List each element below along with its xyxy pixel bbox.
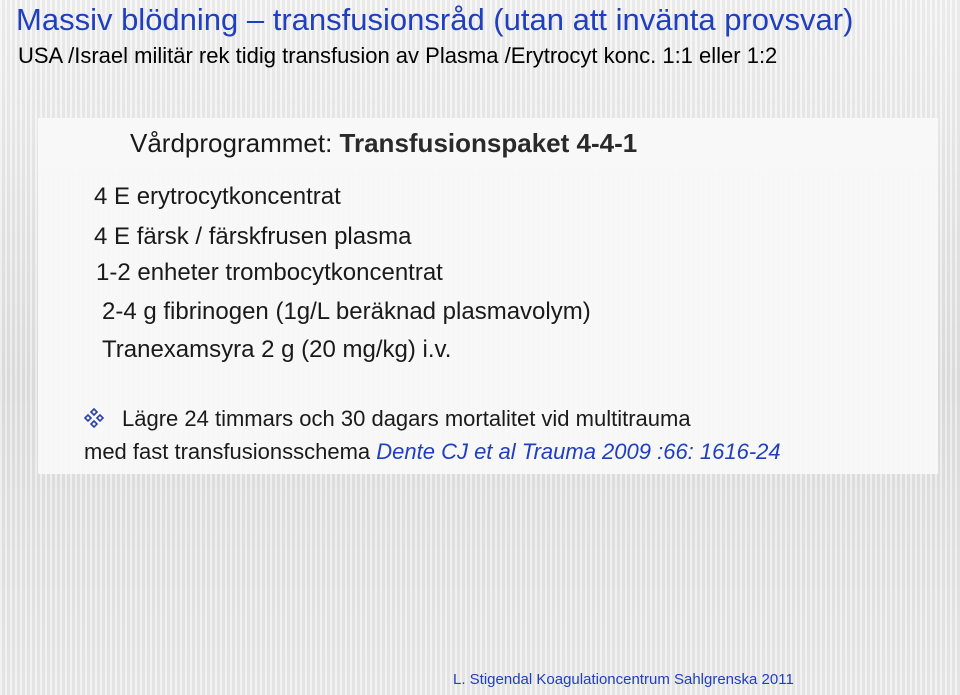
result-line-1 bbox=[84, 406, 691, 432]
content-box bbox=[38, 118, 938, 474]
program-item-fibrinogen: 2-4 g fibrinogen (1g/L beräknad plasmavolym) bbox=[102, 298, 591, 325]
slide-subtitle: USA /Israel militär rek tidig transfusion av Plasma /Erytrocyt konc. 1:1 eller 1:2 bbox=[18, 43, 778, 68]
program-item-trombocyt: 1-2 enheter trombocytkoncentrat bbox=[96, 259, 443, 286]
result-text-continued: med fast transfusionsschema bbox=[84, 439, 377, 464]
footer-credit: L. Stigendal Koagulationcentrum Sahlgrenska 2011 bbox=[453, 671, 794, 688]
program-heading-package: Transfusionspaket 4-4-1 bbox=[339, 128, 638, 158]
program-item-erytrocyt: 4 E erytrocytkoncentrat bbox=[94, 183, 341, 210]
program-heading bbox=[130, 128, 637, 159]
slide-title: Massiv blödning – transfusionsråd (utan att invänta provsvar) bbox=[16, 2, 854, 37]
result-text: Lägre 24 timmars och 30 dagars mortalitet vid multitrauma bbox=[122, 406, 691, 431]
result-line-2 bbox=[84, 439, 781, 465]
citation: Dente CJ et al Trauma 2009 :66: 1616-24 bbox=[376, 439, 781, 464]
program-item-plasma: 4 E färsk / färskfrusen plasma bbox=[94, 223, 412, 250]
diamond-bullet-icon bbox=[84, 408, 104, 428]
program-heading-prefix: Vårdprogrammet: bbox=[130, 128, 340, 158]
program-item-tranexamsyra: Tranexamsyra 2 g (20 mg/kg) i.v. bbox=[102, 336, 452, 363]
